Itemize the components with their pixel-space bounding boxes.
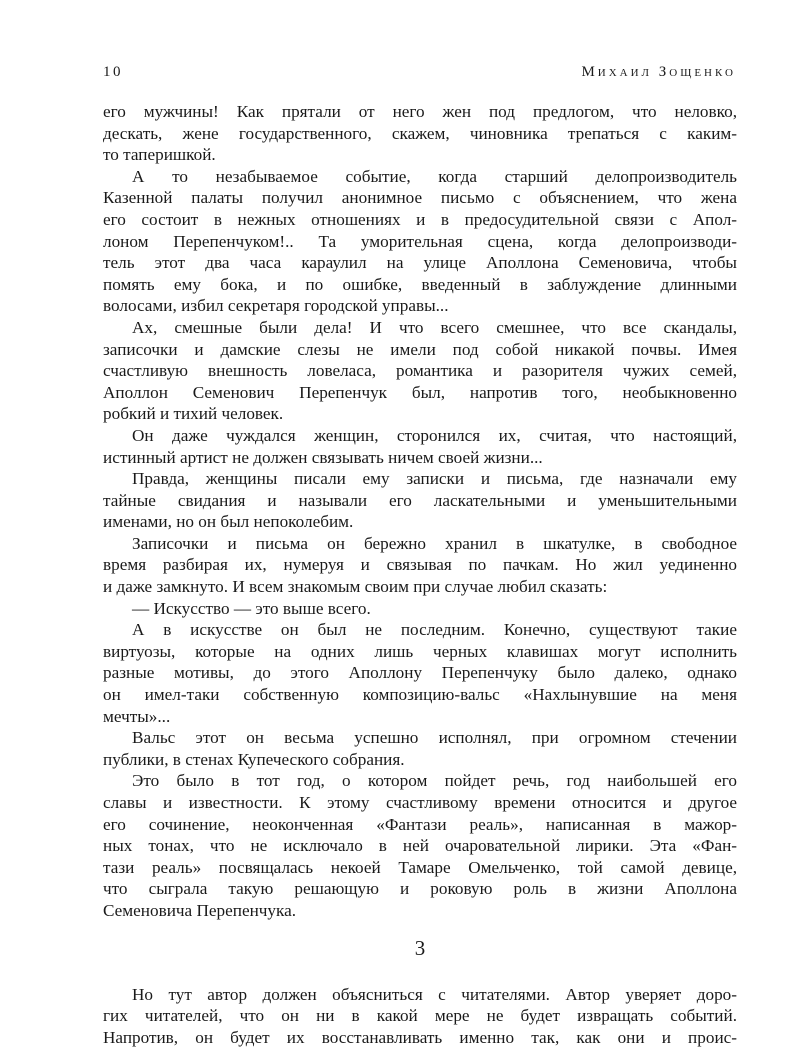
text-line: славы и известности. К этому счастливому времени относится и другое bbox=[103, 793, 737, 812]
text-line: он имел-таки собственную композицию-вальс «Нахлынувшие на меня bbox=[103, 685, 737, 705]
text-line: истинный артист не должен связывать ничем своей жизни... bbox=[103, 447, 543, 467]
text-line: Он даже чуждался женщин, сторонился их, считая, что настоящий, bbox=[132, 425, 737, 445]
running-header-author: Михаил Зощенко bbox=[581, 64, 736, 80]
text-line: его мужчины! Как прятали от него жен под предлогом, что неловко, bbox=[103, 102, 737, 121]
text-line: гих читателей, что он ни в какой мере не будет извращать событий. bbox=[103, 1006, 737, 1026]
text-line: Правда, женщины писали ему записки и письма, где назначали ему bbox=[132, 469, 737, 489]
text-line: его состоит в нежных отношениях и в предосудительной связи с Апол- bbox=[103, 209, 737, 229]
text-line: Семеновича Перепенчука. bbox=[103, 900, 297, 920]
body-text bbox=[103, 101, 737, 1048]
text-line: Ах, смешные были дела! И что всего смешнее, что все скандалы, bbox=[132, 317, 737, 337]
text-line: — Искусство — это выше всего. bbox=[132, 598, 371, 618]
text-line: помять ему бока, и по ошибке, введенный в заблуждение длинными bbox=[103, 274, 737, 294]
text-line: А в искусстве он был не последним. Конечно, существуют такие bbox=[132, 620, 737, 640]
text-line: именами, но он был непоколебим. bbox=[103, 512, 354, 532]
text-line: то таперишкой. bbox=[103, 145, 216, 165]
text-line: Вальс этот он весьма успешно исполнял, при огромном стечении bbox=[132, 728, 737, 748]
text-line: лоном Перепенчуком!.. Та уморительная сцена, когда делопроизводи- bbox=[103, 231, 737, 251]
text-line: публики, в стенах Купеческого собрания. bbox=[103, 749, 405, 769]
text-line: Это было в тот год, о котором пойдет речь, год наибольшей его bbox=[132, 771, 737, 791]
text-line: Записочки и письма он бережно хранил в шкатулке, в свободное bbox=[132, 533, 737, 553]
text-line: его сочинение, неоконченная «Фантази реаль», написанная в мажор- bbox=[103, 814, 737, 834]
chapter-number: 3 bbox=[414, 935, 426, 960]
text-line: тази реаль» посвящалась некоей Тамаре Омельченко, той самой девице, bbox=[103, 857, 737, 877]
text-line: и даже замкнуто. И всем знакомым своим при случае любил сказать: bbox=[103, 577, 608, 597]
text-line: Аполлон Семенович Перепенчук был, напротив того, необыкновенно bbox=[103, 382, 737, 402]
text-line: волосами, избил секретаря городской управы... bbox=[103, 296, 449, 316]
text-line: разные мотивы, до этого Аполлону Перепенчуку было далеко, однако bbox=[103, 663, 737, 683]
text-line: счастливую внешность ловеласа, романтика и разорителя чужих семей, bbox=[103, 361, 737, 381]
text-line: тель этот два часа караулил на улице Аполлона Семеновича, чтобы bbox=[103, 253, 737, 273]
text-line: тайные свидания и называли его ласкательными и уменьшительными bbox=[103, 490, 737, 510]
text-line: Но тут автор должен объясниться с читателями. Автор уверяет доро- bbox=[132, 984, 737, 1004]
text-line: время разбирая их, нумеруя и связывая по пачкам. Но жил уединенно bbox=[103, 555, 737, 575]
text-line: записочки и дамские слезы не имели под собой никакой почвы. Имея bbox=[103, 339, 737, 359]
text-line: А то незабываемое событие, когда старший делопроизводитель bbox=[132, 166, 737, 186]
text-line: что сыграла такую решающую и роковую роль в жизни Аполлона bbox=[103, 879, 737, 899]
text-line: робкий и тихий человек. bbox=[103, 404, 284, 424]
page-number: 10 bbox=[103, 64, 123, 80]
text-line: мечты»... bbox=[103, 706, 171, 726]
text-line: Казенной палаты получил анонимное письмо с объяснением, что жена bbox=[103, 188, 737, 208]
text-line: Напротив, он будет их восстанавливать именно так, как они и проис- bbox=[103, 1027, 737, 1047]
text-line: виртуозы, которые на одних лишь черных клавишах могут исполнить bbox=[103, 641, 737, 661]
text-line: дескать, жене государственного, скажем, чиновника трепаться с каким- bbox=[103, 123, 737, 143]
text-line: ных тонах, что не исключало в ней очаровательной лирики. Эта «Фан- bbox=[103, 836, 737, 856]
